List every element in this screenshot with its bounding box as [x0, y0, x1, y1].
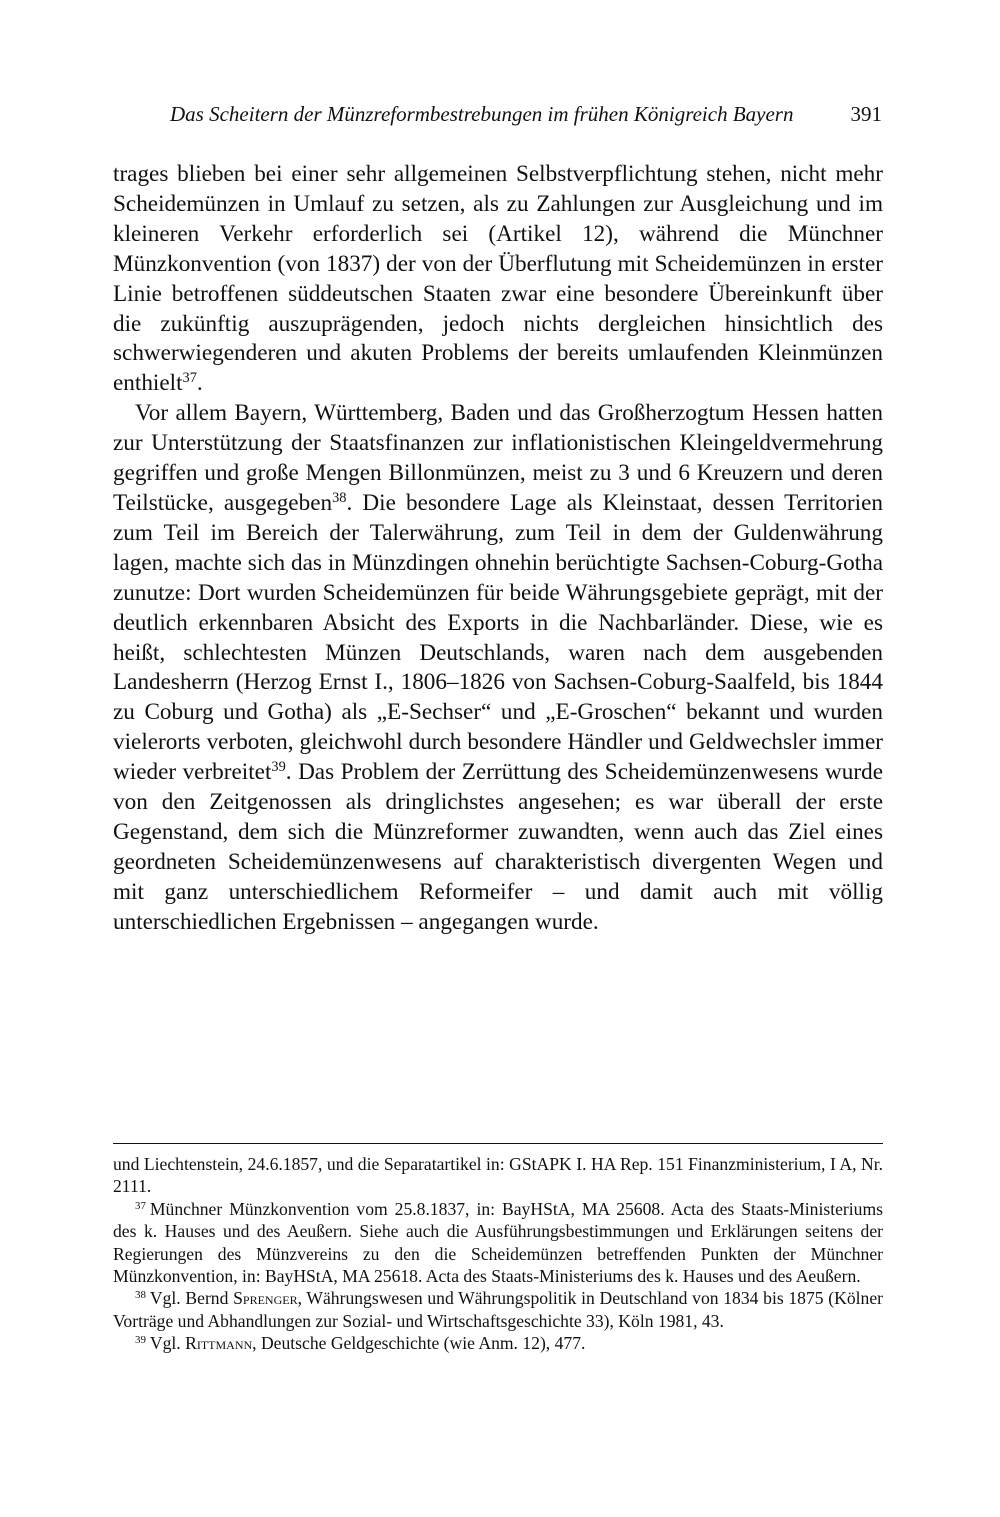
footnote-continuation: und Liechtenstein, 24.6.1857, und die Separatartikel in: GStAPK I. HA Rep. 151 Finanzministerium, I A, Nr. 2111.: [113, 1154, 883, 1197]
paragraph-2: [113, 399, 883, 937]
footnote-39-mark: 39: [135, 1334, 146, 1347]
paragraph-2-text-a: Vor allem Bayern, Württemberg, Baden und das Großherzogtum Hessen hatten zur Unterstützung der Staatsfinanzen zur inflationistischen Kleingeldvermehrung gegriffen und große Mengen Billonmünzen, meist zu 3 und 6 Kreuzern und deren Teilstücke, ausgegeben: [113, 400, 883, 516]
footnote-37-text: Münchner Münzkonvention vom 25.8.1837, in: BayHStA, MA 25608. Acta des Staats-Ministeriums des k. Hauses und des Aeußern. Siehe auch die Ausführungsbestimmungen und Erklärungen seitens der Regierungen des Münzvereins zu den die Scheidemünzen betreffenden Punkten der Münchner Münzkonvention, in: BayHStA, MA 25618. Acta des Staats-Ministeriums des k. Hauses und des Aeußern.: [113, 1198, 883, 1287]
paragraph-1: trages blieben bei einer sehr allgemeinen Selbstverpflichtung stehen, nicht mehr Scheidemünzen in Umlauf zu setzen, als zu Zahlungen zur Ausgleichung und im kleineren Verkehr erforderlich sei (Artikel 12), während die Münchner Münzkonvention (von 1837) der von der Überflutung mit Scheidemünzen in erster Linie betroffenen süddeutschen Staaten zwar eine besondere Übereinkunft über die zukünftig auszuprägenden, jedoch nichts dergleichen hinsichtlich des schwerwiegenderen und akuten Problems der bereits umlaufenden Kleinmünzen enthielt$^{37}$.: [113, 161, 883, 397]
paragraph-2-text-b: . Die besondere Lage als Kleinstaat, dessen Territorien zum Teil im Bereich der Talerwährung, zum Teil in dem der Guldenwährung lagen, machte sich das in Münzdingen ohnehin berüchtigte Sachsen-Coburg-Gotha zunutze: Dort wurden Scheidemünzen für beide Währungsgebiete geprägt, mit der deutlich erkennbaren Absicht des Exports in die Nachbarländer. Diese, wie es heißt, schlechtesten Münzen Deutschlands, waren nach dem ausgebenden Landesherrn (Herzog Ernst I., 1806–1826 von Sachsen-Coburg-Saalfeld, bis 1844 zu Coburg und Gotha) als „E-Sechser“ und „E-Groschen“ bekannt und wurden vielerorts verboten, gleichwohl durch besondere Händler und Geldwechsler immer wieder verbreitet: [113, 489, 883, 786]
paragraph-2-text-c: . Das Problem der Zerrüttung des Scheidemünzenwesens wurde von den Zeitgenossen als dringlichstes angesehen; es war überall der erste Gegenstand, dem sich die Münzreformer zuwandten, wenn auch das Ziel eines geordneten Scheidemünzenwesens auf charakteristisch divergenten Wegen und mit ganz unterschiedlichem Reformeifer – und damit auch mit völlig unterschiedlichen Ergebnissen – angegangen wurde.: [113, 759, 883, 935]
footnote-37: [113, 1198, 883, 1288]
footnote-ref-39: 39: [271, 759, 286, 776]
main-text: [113, 160, 883, 938]
paragraph-1-text: trages blieben bei einer sehr allgemeinen Selbstverpflichtung stehen, nicht mehr Scheidemünzen in Umlauf zu setzen, als zu Zahlungen zur Ausgleichung und im kleineren Verkehr erforderlich sei (Artikel 12), während die Münchner Münzkonvention (von 1837) der von der Überflutung mit Scheidemünzen in erster Linie betroffenen süddeutschen Staaten zwar eine besondere Übereinkunft über die zukünftig auszuprägenden, jedoch nichts dergleichen hinsichtlich des schwerwiegenderen und akuten Problems der bereits umlaufenden Kleinmünzen enthielt: [113, 161, 883, 397]
running-head: [170, 100, 882, 128]
footnote-38-mark: 38: [135, 1289, 146, 1302]
footnote-39: $^{39}$ Vgl. Rittmann, Deutsche Geldgeschichte (wie Anm. 12), 477.: [135, 1333, 586, 1354]
footnote-separator: [113, 1143, 883, 1144]
running-head-title: Das Scheitern der Münzreformbestrebungen im frühen Königreich Bayern: [170, 102, 794, 126]
footnote-38: $^{38}$ Vgl. Bernd Sprenger, Währungswesen und Währungspolitik in Deutschland von 1834 bis 1875 (Kölner Vorträge und Abhandlungen zur Sozial- und Wirtschaftsgeschichte 33), Köln 1981, 43.: [113, 1288, 883, 1331]
footnotes: [113, 1153, 883, 1355]
footnote-ref-38: 38: [332, 490, 347, 507]
footnote-37-mark: 37: [135, 1199, 146, 1212]
footnote-39-author: Rittmann: [185, 1333, 253, 1354]
page-number: 391: [850, 102, 882, 126]
footnote-ref-37: 37: [182, 370, 197, 387]
footnote-38-author: Sprenger: [233, 1288, 298, 1309]
